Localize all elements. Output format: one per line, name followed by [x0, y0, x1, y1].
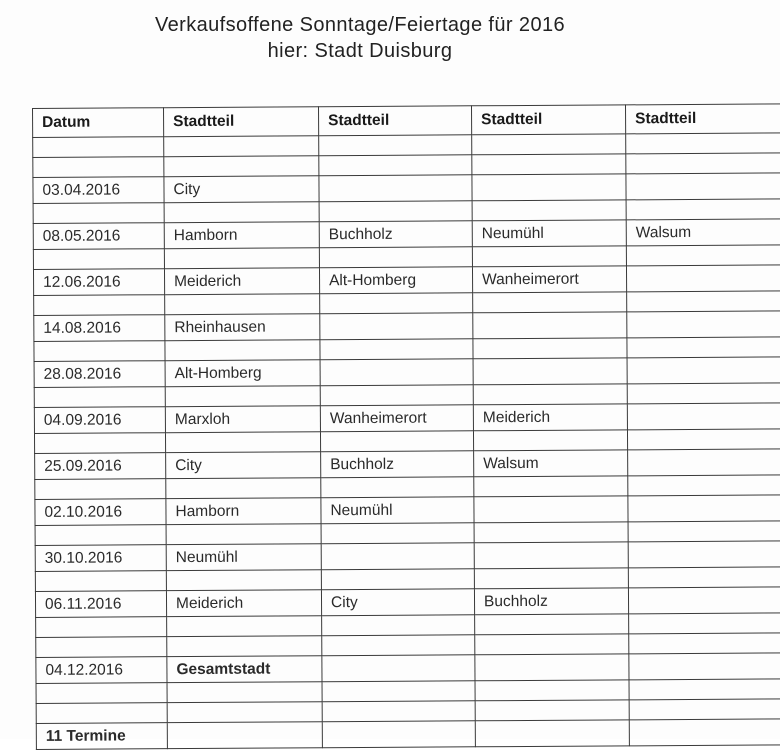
district-cell: City [166, 452, 321, 479]
district-cell [474, 496, 628, 523]
total-row [36, 719, 780, 750]
document-title: Verkaufsoffene Sonntage/Feiertage für 2016 [154, 14, 566, 36]
district-cell: Walsum [626, 219, 780, 246]
district-cell: Neumühl [166, 544, 321, 571]
district-cell: Buchholz [474, 588, 628, 615]
district-cell: Alt-Homberg [319, 267, 472, 294]
header-stadtteil-1: Stadtteil [164, 107, 319, 137]
district-cell [626, 265, 780, 292]
district-cell [628, 495, 780, 522]
date-cell: 04.09.2016 [34, 407, 165, 434]
district-cell [473, 312, 627, 339]
date-cell: 02.10.2016 [35, 499, 166, 526]
district-cell: Meiderich [473, 404, 627, 431]
district-cell: Wanheimerort [320, 405, 473, 432]
date-cell: 12.06.2016 [33, 269, 164, 296]
header-stadtteil-3: Stadtteil [471, 105, 625, 135]
district-cell: Hamborn [166, 498, 321, 525]
district-cell [629, 653, 780, 680]
district-cell: City [164, 176, 319, 203]
district-cell [628, 587, 780, 614]
schedule-table-wrapper [32, 103, 780, 750]
district-cell [627, 357, 780, 384]
district-cell: Gesamtstadt [167, 656, 322, 683]
total-count: 11 Termine [36, 723, 167, 750]
district-cell: Neumühl [472, 220, 626, 247]
date-cell: 25.09.2016 [35, 453, 166, 480]
district-cell [474, 542, 628, 569]
district-cell: Wanheimerort [472, 266, 626, 293]
district-cell: Meiderich [164, 268, 319, 295]
district-cell [320, 359, 473, 386]
header-stadtteil-4: Stadtteil [625, 104, 780, 134]
district-cell: Marxloh [165, 406, 320, 433]
district-cell [473, 358, 627, 385]
district-cell [475, 654, 629, 681]
district-cell [322, 655, 475, 682]
date-cell: 04.12.2016 [36, 657, 167, 684]
table-header-row [33, 104, 780, 138]
header-stadtteil-2: Stadtteil [318, 106, 471, 136]
district-cell: City [321, 589, 474, 616]
district-cell [628, 541, 780, 568]
district-cell: Neumühl [321, 497, 474, 524]
district-cell [321, 543, 474, 570]
district-cell [319, 175, 472, 202]
district-cell [628, 449, 780, 476]
district-cell: Buchholz [321, 451, 474, 478]
district-cell [627, 403, 780, 430]
schedule-table [32, 103, 780, 750]
district-cell [627, 311, 780, 338]
district-cell: Buchholz [319, 221, 472, 248]
district-cell [626, 173, 780, 200]
date-cell: 08.05.2016 [33, 223, 164, 250]
district-cell: Walsum [474, 450, 628, 477]
date-cell: 30.10.2016 [35, 545, 166, 572]
district-cell [472, 174, 626, 201]
date-cell: 14.08.2016 [34, 315, 165, 342]
date-cell: 03.04.2016 [33, 177, 164, 204]
district-cell: Hamborn [164, 222, 319, 249]
date-cell: 28.08.2016 [34, 361, 165, 388]
document-subtitle: hier: Stadt Duisburg [267, 40, 453, 62]
district-cell: Alt-Homberg [165, 360, 320, 387]
header-datum: Datum [33, 108, 164, 138]
district-cell: Rheinhausen [165, 314, 320, 341]
date-cell: 06.11.2016 [35, 591, 166, 618]
district-cell: Meiderich [166, 590, 321, 617]
district-cell [320, 313, 473, 340]
